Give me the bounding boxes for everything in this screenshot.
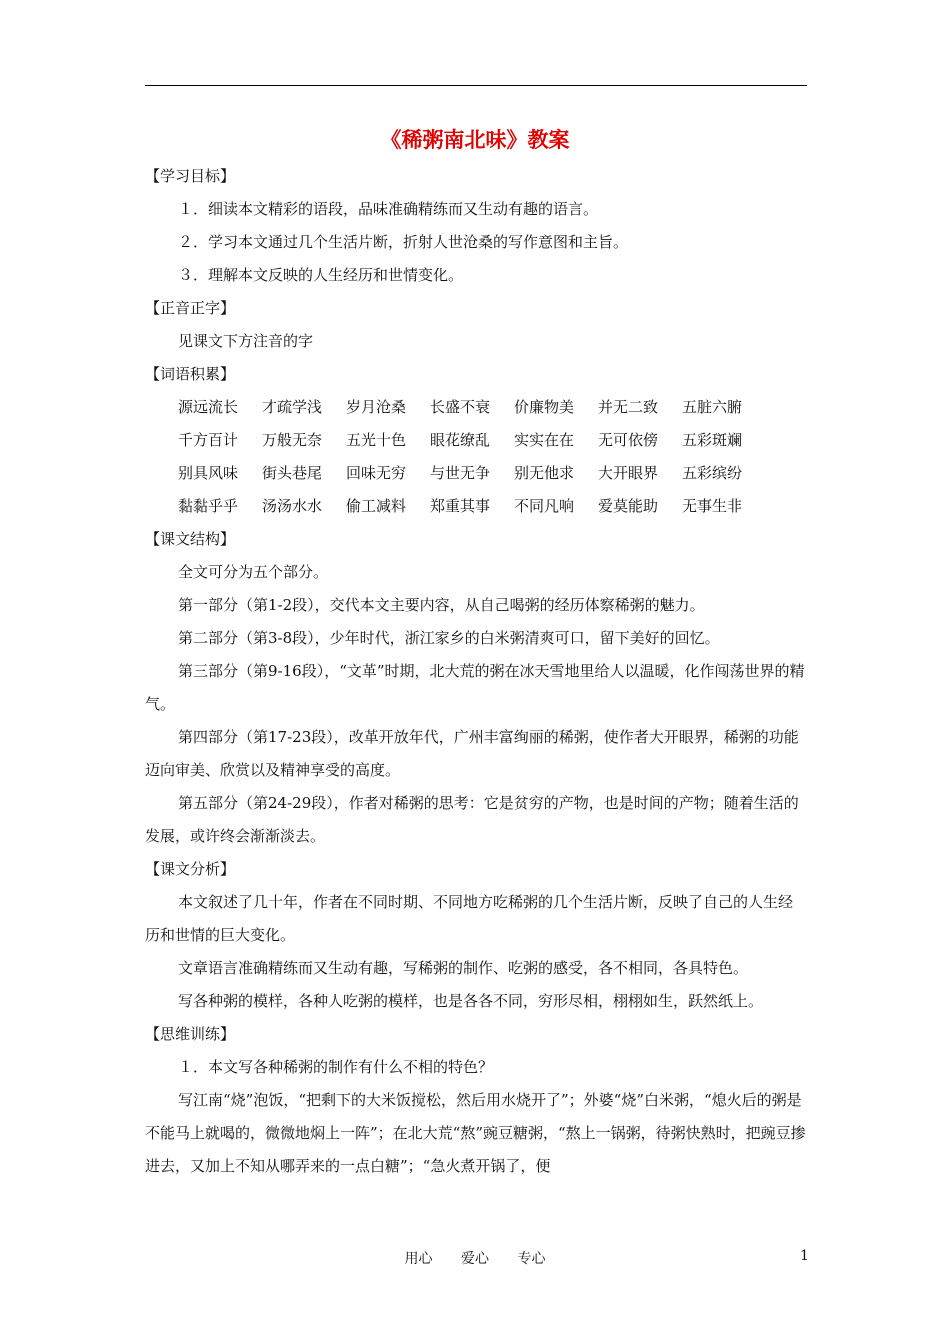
- vocab-row: [145, 490, 807, 523]
- vocab-row: [145, 391, 807, 424]
- pronunciation-text: 见课文下方注音的字: [178, 332, 314, 350]
- structure-paragraph: 第五部分（第24-29段），作者对稀粥的思考：它是贫穷的产物，也是时间的产物；随着生活的发展，或许终会渐渐淡去。: [145, 794, 799, 845]
- goal-item: １．细读本文精彩的语段，品味准确精练而又生动有趣的语言。: [178, 200, 599, 218]
- vocab-word: 与世无争: [430, 464, 491, 482]
- footer-word: 专心: [517, 1251, 546, 1267]
- analysis-paragraph: 文章语言准确精练而又生动有趣，写稀粥的制作、吃粥的感受，各不相同，各具特色。: [178, 959, 749, 977]
- structure-paragraph: 第三部分（第9-16段），“文革”时期，北大荒的粥在冰天雪地里给人以温暖，化作闯荡世界的精气。: [145, 662, 805, 713]
- vocab-word: 五光十色: [346, 431, 407, 449]
- structure-paragraph: 第二部分（第3-8段），少年时代，浙江家乡的白米粥清爽可口，留下美好的回忆。: [178, 629, 720, 647]
- vocab-word: 五彩缤纷: [682, 464, 743, 482]
- vocab-word: 实实在在: [514, 431, 575, 449]
- page-number: 1: [800, 1248, 809, 1264]
- vocab-word: 千方百计: [178, 431, 239, 449]
- footer-word: 用心: [404, 1251, 433, 1267]
- header-rule: [145, 85, 807, 86]
- vocab-word: 并无二致: [598, 398, 659, 416]
- vocab-word: 爱莫能助: [598, 497, 659, 515]
- document-title: 《稀粥南北味》教案: [380, 128, 570, 152]
- vocab-word: 黏黏乎乎: [178, 497, 239, 515]
- vocab-word: 回味无穷: [346, 464, 407, 482]
- vocab-word: 汤汤水水: [262, 497, 323, 515]
- section-heading-vocabulary: 【词语积累】: [145, 365, 236, 383]
- vocab-word: 不同凡响: [514, 497, 575, 515]
- vocab-word: 源远流长: [178, 398, 239, 416]
- training-question: １．本文写各种稀粥的制作有什么不相的特色？: [178, 1058, 494, 1076]
- footer-word: 爱心: [461, 1251, 489, 1267]
- vocab-word: 无可依傍: [598, 431, 659, 449]
- vocab-word: 偷工减料: [346, 497, 407, 515]
- analysis-paragraph: 写各种粥的模样，各种人吃粥的模样，也是各各不同，穷形尽相，栩栩如生，跃然纸上。: [178, 992, 764, 1010]
- structure-paragraph: 第一部分（第1-2段），交代本文主要内容，从自己喝粥的经历体察稀粥的魅力。: [178, 596, 705, 614]
- vocab-word: 眼花缭乱: [430, 431, 491, 449]
- vocab-word: 五彩斑斓: [682, 431, 743, 449]
- structure-paragraph: 第四部分（第17-23段），改革开放年代，广州丰富绚丽的稀粥，使作者大开眼界，稀粥的功能迈向审美、欣赏以及精神享受的高度。: [145, 728, 799, 779]
- section-heading-analysis: 【课文分析】: [145, 860, 236, 878]
- vocab-word: 别无他求: [514, 464, 575, 482]
- section-heading-structure: 【课文结构】: [145, 530, 236, 548]
- vocab-word: 郑重其事: [430, 497, 491, 515]
- goal-item: ２．学习本文通过几个生活片断，折射人世沧桑的写作意图和主旨。: [178, 233, 629, 251]
- analysis-paragraph: 本文叙述了几十年，作者在不同时期、不同地方吃稀粥的几个生活片断，反映了自己的人生经历和世情的巨大变化。: [145, 893, 794, 944]
- vocab-word: 万般无奈: [262, 431, 323, 449]
- section-heading-goals: 【学习目标】: [145, 167, 236, 185]
- vocab-row: [145, 457, 807, 490]
- document-body: [145, 160, 807, 1183]
- structure-paragraph: 全文可分为五个部分。: [178, 563, 329, 581]
- vocab-word: 无事生非: [682, 497, 743, 515]
- vocab-word: 街头巷尾: [262, 464, 323, 482]
- vocab-word: 别具风味: [178, 464, 239, 482]
- vocab-word: 岁月沧桑: [346, 398, 407, 416]
- goal-item: ３．理解本文反映的人生经历和世情变化。: [178, 266, 464, 284]
- vocab-word: 长盛不衰: [430, 398, 491, 416]
- section-heading-pronunciation: 【正音正字】: [145, 299, 236, 317]
- vocab-word: 大开眼界: [598, 464, 659, 482]
- vocab-word: 价廉物美: [514, 398, 575, 416]
- section-heading-training: 【思维训练】: [145, 1025, 236, 1043]
- vocab-word: 五脏六腑: [682, 398, 743, 416]
- vocab-word: 才疏学浅: [262, 398, 323, 416]
- vocab-row: [145, 424, 807, 457]
- training-answer: 写江南“烧”泡饭，“把剩下的大米饭搅松，然后用水烧开了”；外婆“烧”白米粥，“熄火后的粥是不能马上就喝的，微微地焖上一阵”；在北大荒“熬”豌豆糖粥，“熬上一锅粥，待粥快熟时，把豌豆掺进去，又加上不知从哪弄来的一点白糖”；“急火煮开锅了，便: [145, 1091, 806, 1175]
